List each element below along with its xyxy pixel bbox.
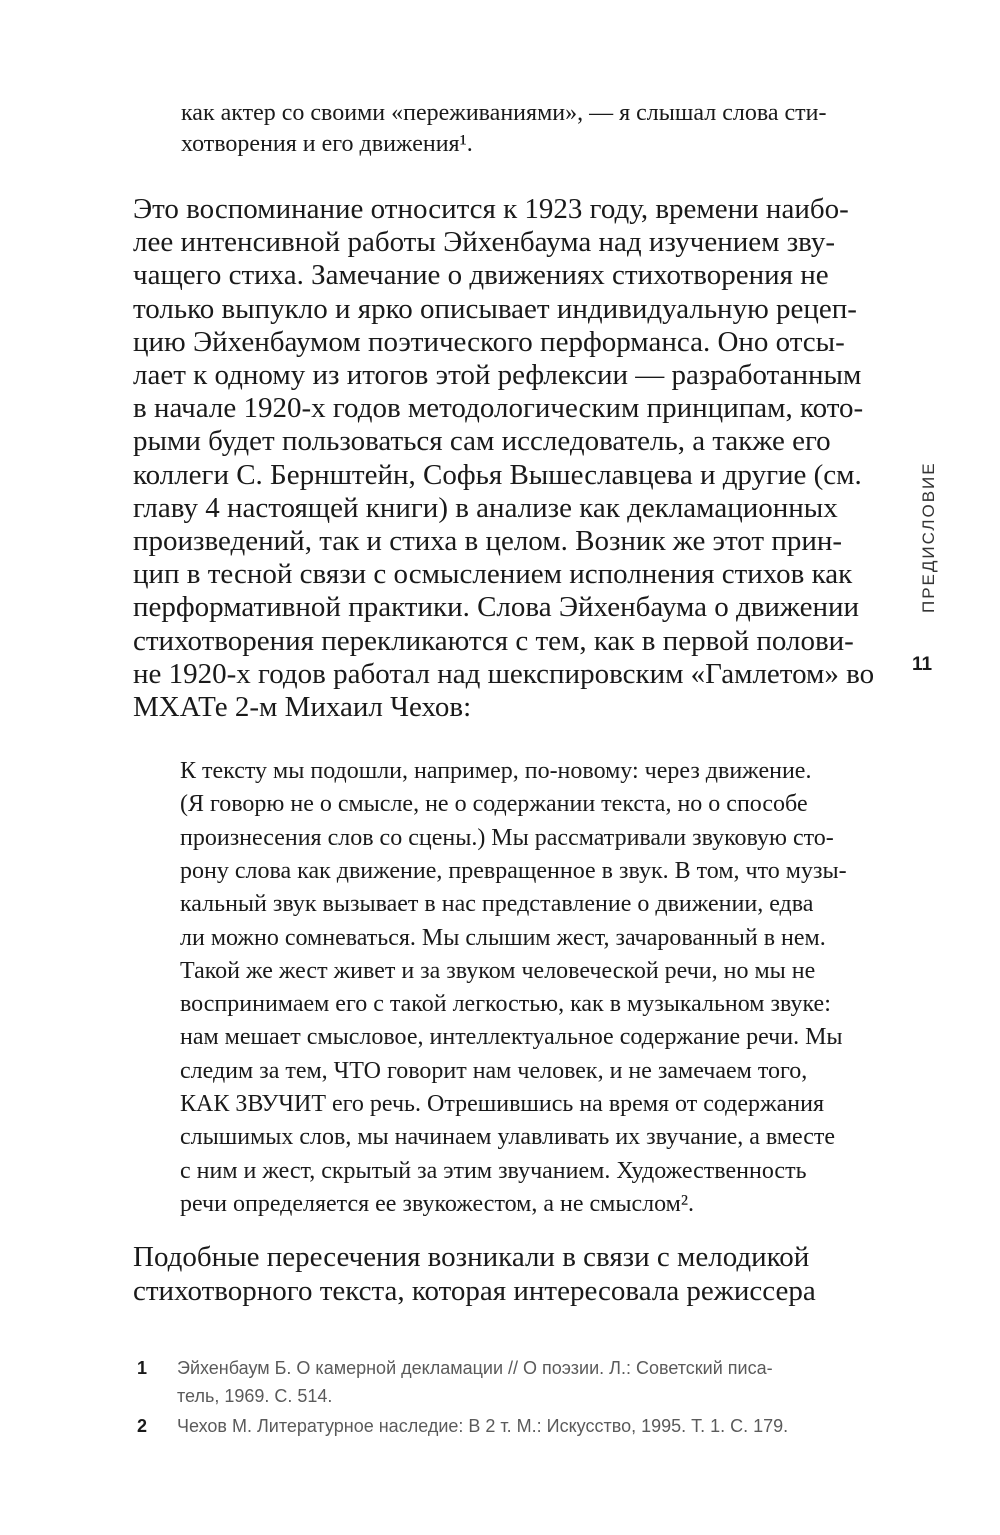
footnote-number: 1: [137, 1358, 148, 1378]
text-line: произнесения слов со сцены.) Мы рассматривали звуковую сто-: [180, 824, 834, 851]
text-line: как актер со своими «переживаниями», — я слышал слова сти-: [181, 100, 827, 126]
text-line: хотворения и его движения¹.: [181, 131, 473, 157]
text-line: Такой же жест живет и за звуком человеческой речи, но мы не: [180, 957, 816, 984]
text-line: в начале 1920-х годов методологическим принципам, кото-: [133, 392, 864, 425]
text-line: речи определяется ее звукожестом, а не смыслом².: [180, 1190, 695, 1217]
text-line: воспринимаем его с такой легкостью, как в музыкальном звуке:: [180, 991, 831, 1018]
text-line: слышимых слов, мы начинаем улавливать их звучание, а вместе: [180, 1124, 836, 1151]
text-line: Подобные пересечения возникали в связи с мелодикой: [133, 1241, 810, 1273]
text-line: (Я говорю не о смысле, не о содержании текста, но о способе: [180, 791, 808, 818]
text-line: лее интенсивной работы Эйхенбаума над изучением зву-: [133, 226, 836, 259]
text-line: Это воспоминание относится к 1923 году, времени наибо-: [133, 193, 849, 225]
text-line: нам мешает смысловое, интеллектуальное содержание речи. Мы: [180, 1024, 843, 1051]
text-line: рыми будет пользоваться сам исследователь, а также его: [133, 425, 831, 458]
text-line: только выпукло и ярко описывает индивидуальную рецеп-: [133, 292, 857, 325]
text-line: стихотворного текста, которая интересовала режиссера: [133, 1275, 816, 1307]
text-line: К тексту мы подошли, например, по-новому: через движение.: [180, 758, 812, 784]
footnote-text: Эйхенбаум Б. О камерной декламации // О поэзии. Л.: Советский писа-: [177, 1358, 773, 1378]
text-line: следим за тем, ЧТО говорит нам человек, и не замечаем того,: [180, 1057, 808, 1084]
text-line: ли можно сомневаться. Мы слышим жест, зачарованный в нем.: [180, 924, 826, 951]
text-line: произведений, так и стиха в целом. Возник же этот прин-: [133, 525, 843, 557]
footnote-1-continuation: [137, 1382, 332, 1410]
text-line: лает к одному из итогов этой рефлексии — разработанным: [133, 359, 862, 391]
text-line: МХАТе 2-м Михаил Чехов:: [133, 691, 472, 723]
text-line: рону слова как движение, превращенное в звук. В том, что музы-: [180, 857, 847, 884]
text-line: цип в тесной связи с осмыслением исполнения стихов как: [133, 558, 853, 591]
text-line: главу 4 настоящей книги) в анализе как декламационных: [133, 491, 838, 524]
running-head: ПРЕДИСЛОВИЕ: [919, 461, 938, 613]
text-line: с ним и жест, скрытый за этим звучанием. Художественность: [180, 1157, 807, 1184]
text-line: перформативной практики. Слова Эйхенбаума о движении: [133, 591, 860, 624]
text-line: КАК ЗВУЧИТ его речь. Отрешившись на время от содержания: [180, 1091, 824, 1117]
footnote-text: Чехов М. Литературное наследие: В 2 т. М.: Искусство, 1995. Т. 1. С. 179.: [177, 1416, 789, 1436]
text-line: стихотворения перекликаются с тем, как в первой полови-: [133, 624, 854, 657]
text-line: кальный звук вызывает в нас представление о движении, едва: [180, 891, 814, 918]
text-line: цию Эйхенбаумом поэтического перформанса. Оно отсы-: [133, 325, 845, 358]
footnote-number: 2: [137, 1416, 148, 1436]
footnote-2: [137, 1412, 788, 1440]
footnote-text: тель, 1969. С. 514.: [177, 1386, 333, 1406]
text-line: не 1920-х годов работал над шекспировским «Гамлетом» во: [133, 657, 875, 690]
text-line: коллеги С. Бернштейн, Софья Вышеславцева и другие (см.: [133, 458, 862, 491]
text-line: чащего стиха. Замечание о движениях стихотворения не: [133, 259, 829, 292]
page-number: 11: [912, 654, 933, 675]
footnote-1: [137, 1354, 773, 1382]
